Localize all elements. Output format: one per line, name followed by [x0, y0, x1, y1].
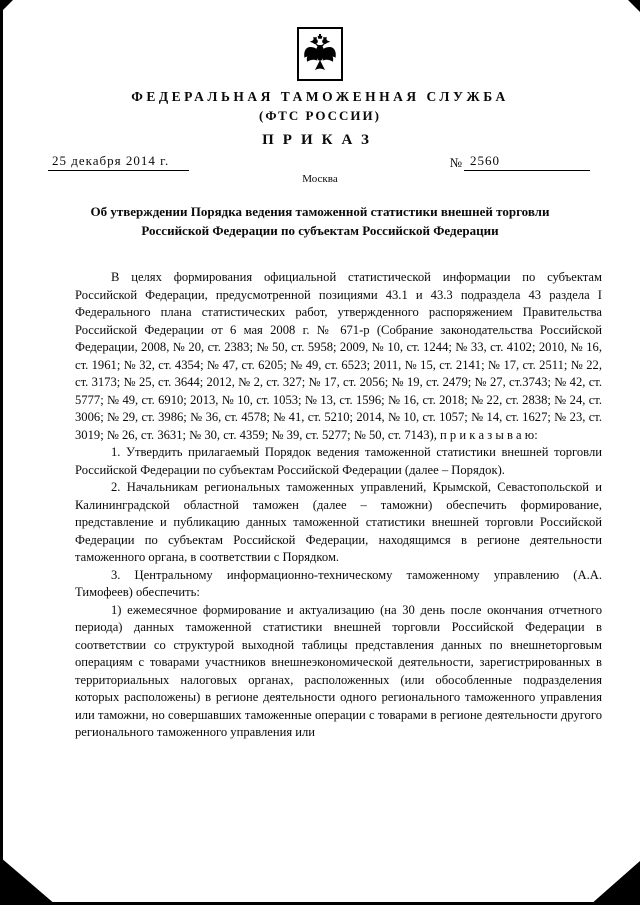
document-date: 25 декабря 2014 г. [48, 153, 189, 171]
agency-short-name: (ФТС РОССИИ) [259, 108, 381, 123]
document-title [0, 202, 640, 240]
document-type: ПРИКАЗ [262, 132, 378, 148]
agency-name: ФЕДЕРАЛЬНАЯ ТАМОЖЕННАЯ СЛУЖБА [131, 89, 509, 104]
paragraph-subitem-1: 1) ежемесячное формирование и актуализацию (на 30 день после окончания отчетного периода) данных таможенной статистики внешней торговли Российской Федерации в соответствии со структурой выходной таблицы представления данных по внешнеторговым операциям с товарами участников внешнеэкономической деятельности, зарегистрированных в территориальных налоговых органах, расположенных (или обособленные подразделения которых расположены) в регионе деятельности одного регионального таможенного управления или таможни, но совершавших таможенные операции с товарами в регионе деятельности другого регионального таможенного управления или [75, 602, 602, 739]
number-value: 2560 [464, 153, 590, 171]
paragraph-item-1: 1. Утвердить прилагаемый Порядок ведения таможенной статистики внешней торговли Российской Федерации по субъектам Российской Федерации (далее – Порядок). [75, 445, 602, 477]
scan-artifact-top-left [0, 0, 13, 13]
document-body [75, 269, 602, 742]
coat-of-arms-emblem [297, 27, 343, 81]
scan-artifact-top-right [628, 0, 640, 12]
city-label: Москва [302, 173, 338, 185]
document-number [450, 153, 590, 171]
title-line-2: Российской Федерации по субъектам Российской Федерации [141, 223, 499, 238]
scan-artifact-bottom-right [590, 861, 640, 905]
scan-artifact-bottom-left [0, 857, 56, 905]
double-headed-eagle-icon [302, 32, 338, 76]
scan-artifact-left-edge [0, 0, 3, 905]
date-number-row [0, 153, 640, 171]
title-line-1: Об утверждении Порядка ведения таможенной статистики внешней торговли [90, 204, 550, 219]
number-sign: № [449, 155, 462, 170]
paragraph-item-3: 3. Центральному информационно-техническому таможенному управлению (А.А. Тимофеев) обеспечить: [75, 567, 602, 599]
paragraph-item-2: 2. Начальникам региональных таможенных управлений, Крымской, Севастопольской и Калининградской областной таможен (далее – таможни) обеспечить формирование, представление и публикацию данных таможенной статистики внешней торговли Российской Федерации по субъектам Российской Федерации, находящимся в регионе деятельности таможенного органа, в соответствии с Порядком. [75, 480, 602, 564]
paragraph-preamble: В целях формирования официальной статистической информации по субъектам Российской Федерации, предусмотренной позициями 43.1 и 43.3 подраздела 43 раздела I Федерального плана статистических работ, утвержденного распоряжением Правительства Российской Федерации от 6 мая 2008 г. № 671-р (Собрание законодательства Российской Федерации, 2008, № 20, ст. 2383; № 50, ст. 5958; 2009, № 10, ст. 1244; № 33, ст. 4102; 2010, № 16, ст. 1961; № 32, ст. 4354; № 47, ст. 6205; № 49, ст. 6523; 2011, № 15, ст. 2141; № 17, ст. 2511; № 22, ст. 3173; № 25, ст. 3644; 2012, № 2, ст. 327; № 17, ст. 2056; № 19, ст. 2479; № 27, ст.3743; № 42, ст. 5777; № 49, ст. 6910; 2013, № 10, ст. 1053; № 13, ст. 1596; № 16, ст. 2018; № 22, ст. 2838; № 24, ст. 3006; № 29, ст. 3986; № 36, ст. 4578; № 41, ст. 5210; 2014, № 10, ст. 1057; № 14, ст. 1627; № 23, ст. 3019; № 26, ст. 3631; № 30, ст. 4359; № 39, ст. 5277; № 50, ст. 7143), п р и к а з ы в а ю: [75, 270, 602, 442]
